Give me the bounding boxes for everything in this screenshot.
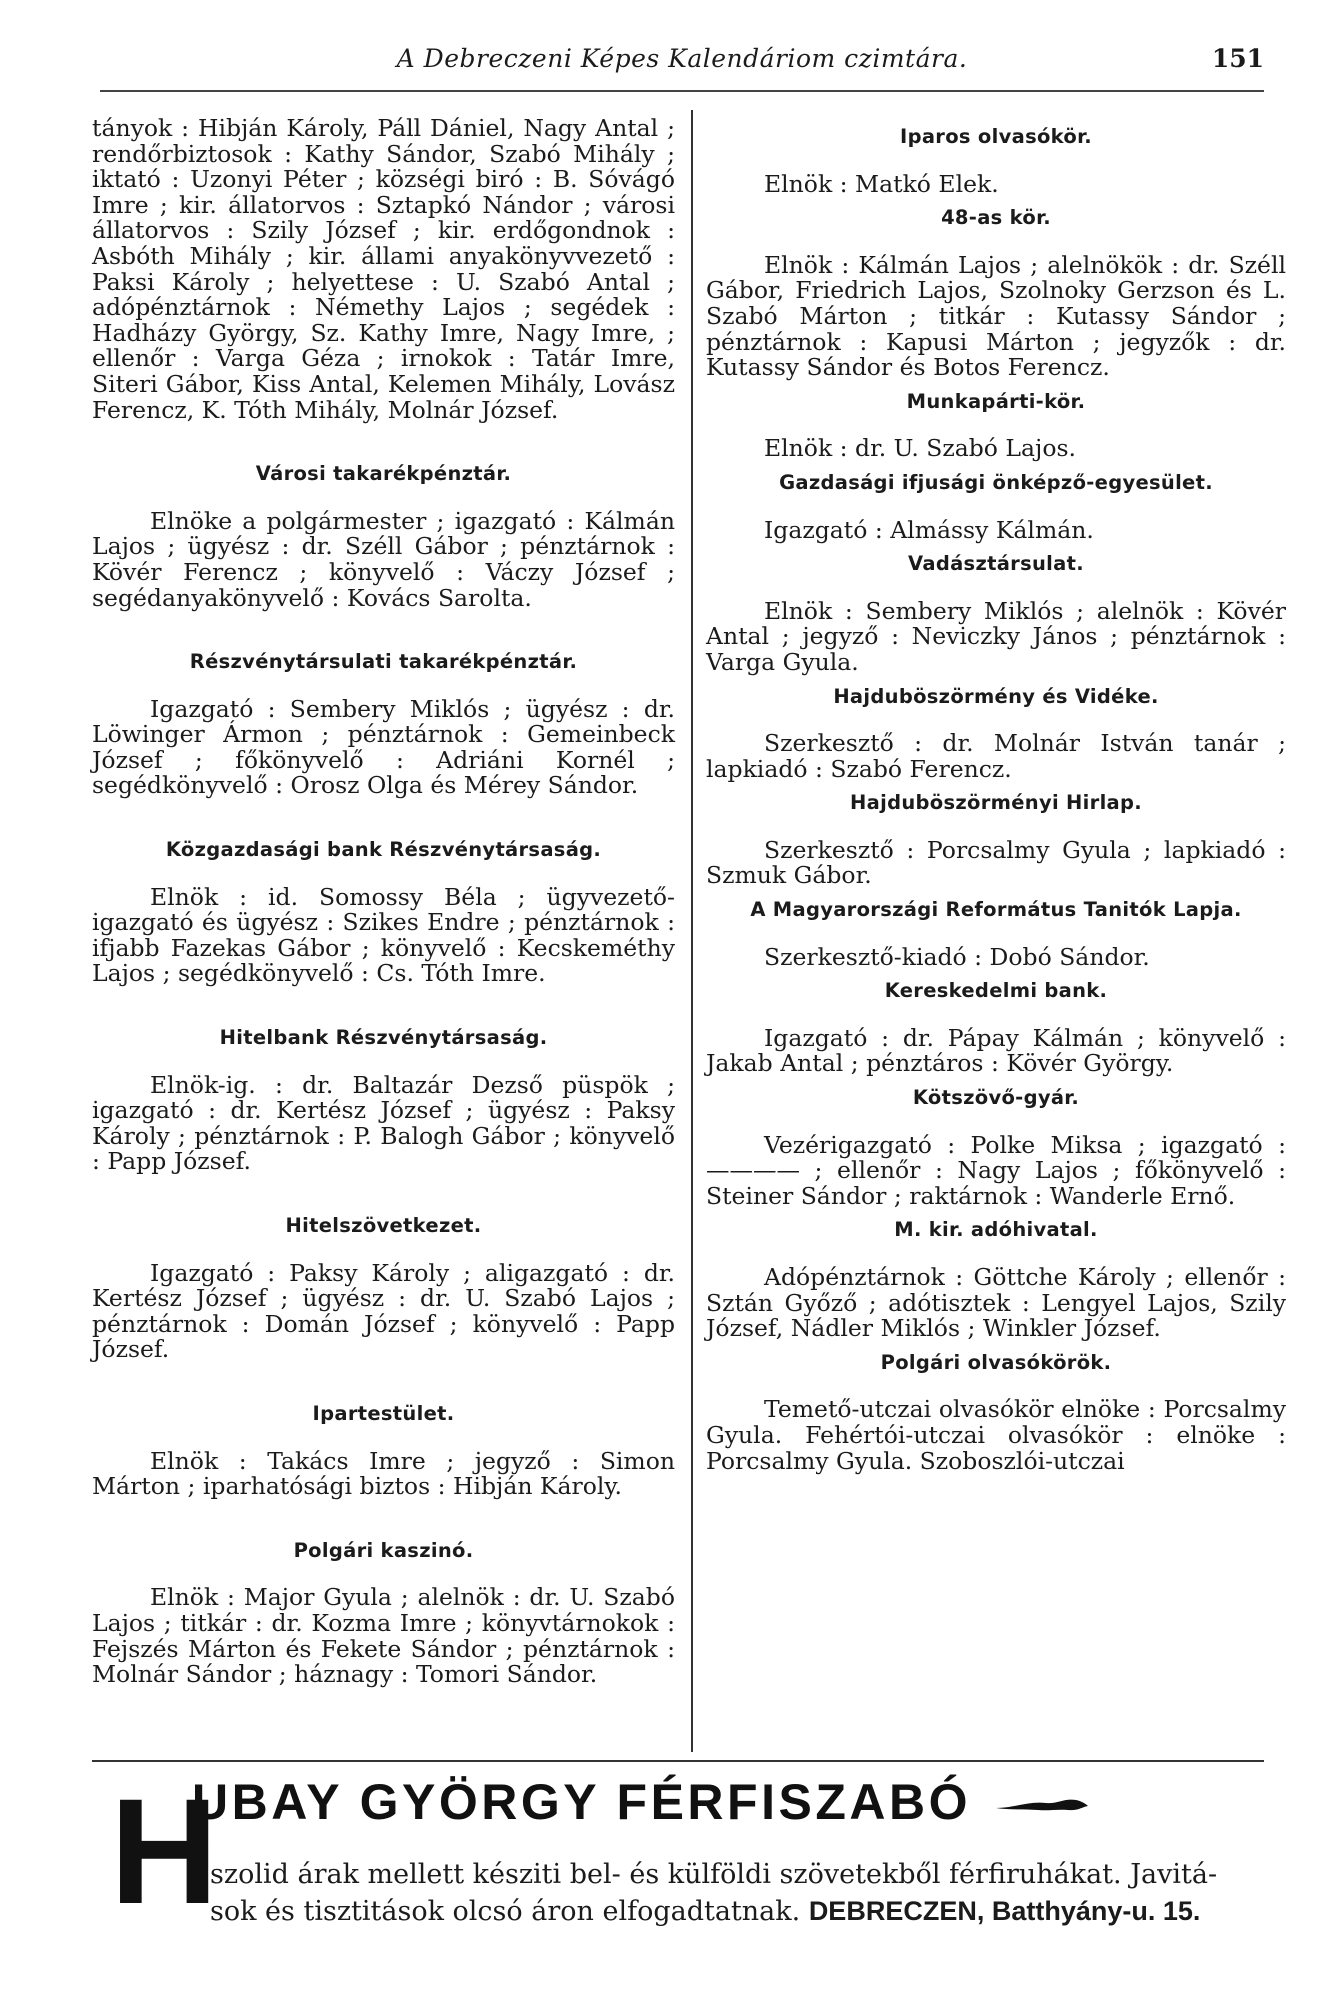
ad-title	[192, 1772, 1262, 1832]
section-text: Elnök-ig. : dr. Baltazár Dezső püspök ; igazgató : dr. Kertész József ; ügyész : Paksy Károly ; pénztárnok : P. Balogh Gábor ; könyvelő : Papp József.	[92, 1070, 675, 1176]
section-title: Közgazdasági bank Részvénytársaság.	[165, 838, 602, 862]
header-rule	[100, 90, 1264, 92]
section-kotszovo-gyar	[706, 1085, 1286, 1209]
section-text: Igazgató : Almássy Kálmán.	[764, 515, 1094, 544]
section-text: Elnök : Major Gyula ; alelnök : dr. U. Szabó Lajos ; titkár : dr. Kozma Imre ; könyvtárnokok : Fejszés Márton és Fekete Sándor ; pénztárnok : Molnár Sándor ; háznagy : Tomori Sándor.	[92, 1583, 675, 1689]
section-text: Elnök : Sembery Miklós ; alelnök : Kövér Antal ; jegyző : Neviczky János ; pénztárnok : Varga Gyula.	[706, 596, 1286, 676]
section-text: Szerkesztő : Porcsalmy Gyula ; lapkiadó : Szmuk Gábor.	[706, 835, 1286, 890]
section-kereskedelmi-bank	[706, 978, 1286, 1077]
section-varosi-takarekpenztar	[92, 461, 675, 611]
section-text: Temető-utczai olvasókör elnöke : Porcsalmy Gyula. Fehértói-utczai olvasókör : elnöke : Porcsalmy Gyula. Szoboszlói-utczai	[706, 1395, 1286, 1475]
section-kozgazdasagi-bank	[92, 837, 675, 987]
section-ipartestulet	[92, 1401, 675, 1500]
section-munkaparti-kor	[706, 389, 1286, 462]
section-title: Hitelbank Részvénytársaság.	[219, 1026, 548, 1050]
advertisement-rule	[92, 1760, 1264, 1762]
section-text: Igazgató : Sembery Miklós ; ügyész : dr. Löwinger Ármon ; pénztárnok : Gemeinbeck József ; főkönyvelő : Adriáni Kornél ; segédkönyvelő : Orosz Olga és Mérey Sándor.	[92, 694, 675, 800]
section-title: Vadásztársulat.	[908, 552, 1084, 576]
section-text: Elnök : dr. U. Szabó Lajos.	[764, 434, 1077, 463]
section-title: Városi takarékpénztár.	[255, 462, 512, 486]
page-header	[100, 44, 1264, 84]
section-hitelszovetkezet	[92, 1213, 675, 1363]
section-polgari-olvasokorok	[706, 1350, 1286, 1474]
section-title: M. kir. adóhivatal.	[894, 1218, 1098, 1242]
section-text: Szerkesztő-kiadó : Dobó Sándor.	[764, 942, 1150, 971]
section-reszvenytarsulati-takarekpenztar	[92, 649, 675, 799]
section-48-as-kor	[706, 205, 1286, 381]
section-text: Elnök : id. Somossy Béla ; ügyvezető-igazgató és ügyész : Szikes Endre ; pénztárnok : ifjabb Fazekas Gábor ; könyvelő : Kecskeméthy Lajos ; segédkönyvelő : Cs. Tóth Imre.	[92, 882, 675, 988]
section-title: Hajduböszörmény és Vidéke.	[833, 684, 1159, 708]
section-title: Gazdasági ifjusági önképző-egyesület.	[779, 470, 1213, 494]
section-hajduboszormenyi-hirlap	[706, 790, 1286, 889]
section-title: Ipartestület.	[312, 1401, 455, 1425]
ad-text-line-1: szolid árak mellett késziti bel- és külföldi szövetekből férfiruhákat. Javitá-	[210, 1859, 1218, 1890]
left-column	[92, 116, 675, 1688]
ad-drop-initial: H	[110, 1767, 219, 1935]
section-text: Igazgató : Paksy Károly ; aligazgató : dr. Kertész József ; ügyész : dr. U. Szabó Lajos ; pénztárnok : Domán József ; könyvelő : Papp József.	[92, 1258, 675, 1364]
section-iparos-olvasokor	[706, 124, 1286, 197]
intro-block	[92, 116, 675, 423]
section-title: Hitelszövetkezet.	[285, 1214, 482, 1237]
section-title: Polgári olvasókörök.	[880, 1350, 1112, 1374]
swash-ornament-icon	[994, 1795, 1090, 1817]
section-text: Elnök : Matkó Elek.	[764, 169, 999, 198]
section-title: Kereskedelmi bank.	[884, 979, 1108, 1003]
section-gazdasagi-ifjusagi	[706, 470, 1286, 543]
section-title: Iparos olvasókör.	[900, 125, 1092, 148]
ad-text-line-2	[210, 1894, 1262, 1929]
section-text: Elnök : Kálmán Lajos ; alelnökök : dr. Széll Gábor, Friedrich Lajos, Szolnoky Gerzson és L. Szabó Márton ; titkár : Kutassy Sándor ; pénztárnok : Kapusi Márton ; jegyzők : dr. Kutassy Sándor és Botos Ferencz.	[706, 250, 1286, 382]
section-title: Polgári kaszinó.	[293, 1538, 474, 1562]
section-hitelbank	[92, 1025, 675, 1175]
ad-address: DEBRECZEN, Batthyány-u. 15.	[808, 1896, 1201, 1926]
section-text: Igazgató : dr. Pápay Kálmán ; könyvelő : Jakab Antal ; pénztáros : Kövér György.	[706, 1023, 1286, 1078]
section-text: Adópénztárnok : Göttche Károly ; ellenőr : Sztán Győző ; adótisztek : Lengyel Lajos, Szily József, Nádler Miklós ; Winkler József.	[706, 1263, 1286, 1343]
advertisement	[98, 1767, 1262, 1960]
section-title: Kötszövő-gyár.	[912, 1086, 1080, 1110]
ad-title-text: UBAY GYÖRGY FÉRFISZABÓ	[192, 1774, 971, 1830]
page-number: 151	[1211, 44, 1264, 73]
ad-text: sok és tisztitások olcsó áron elfogadtatnak.	[210, 1896, 801, 1927]
section-reformatus-tanitok-lapja	[706, 897, 1286, 970]
section-title: Munkapárti-kör.	[906, 389, 1086, 413]
intro-paragraph: tányok : Hibján Károly, Páll Dániel, Nagy Antal ; rendőrbiztosok : Kathy Sándor, Szabó Mihály ; iktató : Uzonyi Péter ; községi biró : B. Sóvágó Imre ; kir. állatorvos : Sztapkó Nándor ; városi állatorvos : Szily József ; kir. erdőgondnok : Asbóth Mihály ; kir. állami anyakönyvvezető : Paksi Károly ; helyettese : U. Szabó Antal ; adópénztárnok : Némethy Lajos ; segédek : Hadházy György, Sz. Kathy Imre, Nagy Imre, ; ellenőr : Varga Géza ; irnokok : Tatár Imre, Siteri Gábor, Kiss Antal, Kelemen Mihály, Lovász Ferencz, K. Tóth Mihály, Molnár József.	[92, 114, 675, 424]
section-title: A Magyarországi Református Tanitók Lapja.	[750, 898, 1242, 922]
section-hajduboszormeny-es-videke	[706, 684, 1286, 783]
right-column	[706, 116, 1286, 1474]
column-divider	[691, 110, 693, 1752]
section-adohivatal	[706, 1217, 1286, 1341]
section-vadasztarsulat	[706, 551, 1286, 675]
running-title: A Debreczeni Képes Kalendáriom czimtára.	[396, 44, 968, 73]
section-text: Elnöke a polgármester ; igazgató : Kálmán Lajos ; ügyész : dr. Széll Gábor ; pénztárnok : Kövér Ferencz ; könyvelő : Váczy József ; segédanyakönyvelő : Kovács Sarolta.	[92, 506, 675, 612]
section-title: Részvénytársulati takarékpénztár.	[189, 650, 578, 674]
section-title: Hajduböszörményi Hirlap.	[850, 791, 1142, 815]
section-title: 48-as kör.	[941, 206, 1051, 230]
section-text: Vezérigazgató : Polke Miksa ; igazgató : ———— ; ellenőr : Nagy Lajos ; főkönyvelő : Steiner Sándor ; raktárnok : Wanderle Ernő.	[706, 1130, 1286, 1210]
section-text: Elnök : Takács Imre ; jegyző : Simon Márton ; iparhatósági biztos : Hibján Károly.	[92, 1446, 675, 1501]
section-text: Szerkesztő : dr. Molnár István tanár ; lapkiadó : Szabó Ferencz.	[706, 729, 1286, 783]
section-polgari-kaszino	[92, 1538, 675, 1688]
